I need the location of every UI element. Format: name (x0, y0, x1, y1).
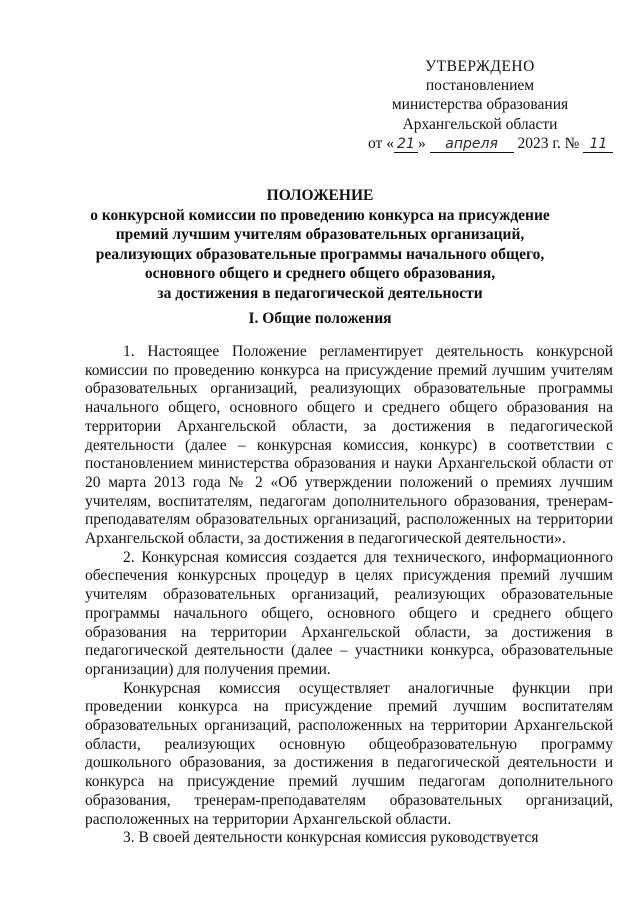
title-line: реализующих образовательные программы начального общего, (95, 245, 545, 263)
paragraph: 3. В своей деятельности конкурсная комиссия руководствуется (123, 829, 539, 847)
approval-line: постановлением (425, 77, 535, 95)
document-title (90, 186, 550, 304)
handwritten-doc-number: 11 (583, 137, 613, 153)
approval-line: министерства образования (391, 96, 569, 114)
paragraph: Конкурсная комиссия осуществляет аналогичные функции при проведении конкурса на присуждение премий лучшим воспитателям образовательных организаций, расположенных на территории Архангельской области, реализующих основную общеобразовательную программу дошкольного образования, за достижения в педагогической деятельности и конкурса на присуждение премий лучшим педагогам дополнительного образования, тренерам-преподавателям образовательных организаций, расположенных на территории Архангельской области. (85, 679, 613, 828)
date-mid: » (417, 134, 426, 152)
title-line: о конкурсной комиссии по проведению конкурса на присуждение (90, 206, 550, 224)
approval-date-line (340, 134, 620, 153)
title-line: ПОЛОЖЕНИЕ (266, 187, 374, 204)
title-line: основного общего и среднего общего образования, (144, 265, 496, 283)
section-heading: I. Общие положения (248, 310, 392, 327)
handwritten-day: 21 (394, 137, 418, 153)
paragraph: 1. Настоящее Положение регламентирует деятельность конкурсной комиссии по проведению конкурса на присуждение премий лучшим учителям образовательных организаций, реализующих образовательные программы начального общего, основного общего и среднего общего образования на территории Архангельской области, за достижения в педагогической деятельности (далее – конкурсная комиссия, конкурс) в соответствии с постановлением министерства образования и науки Архангельской области от 20 марта 2013 года № 2 «Об утверждении положений о премиях лучшим учителям, воспитателям, педагогам дополнительного образования, тренерам-преподавателям образовательных организаций, расположенных на территории Архангельской области, за достижения в педагогической деятельности». (85, 343, 613, 548)
handwritten-month: апреля (430, 137, 514, 153)
approval-heading: УТВЕРЖДЕНО (425, 58, 535, 75)
title-line: за достижения в педагогической деятельности (157, 284, 483, 302)
date-year: 2023 г. № (517, 134, 580, 152)
approval-stamp-block (340, 57, 620, 153)
approval-line: Архангельской области (402, 115, 558, 133)
date-prefix: от « (368, 134, 394, 152)
document-body (85, 343, 613, 848)
title-line: премий лучшим учителям образовательных организаций, (115, 226, 525, 244)
paragraph: 2. Конкурсная комиссия создается для технического, информационного обеспечения конкурсных процедур в целях присуждения премий лучшим учителям образовательных организаций, реализующих образовательные программы начального общего, основного общего и среднего общего образования на территории Архангельской области, за достижения в педагогической деятельности (далее – участники конкурса, образовательные организации) для получения премии. (85, 548, 613, 678)
